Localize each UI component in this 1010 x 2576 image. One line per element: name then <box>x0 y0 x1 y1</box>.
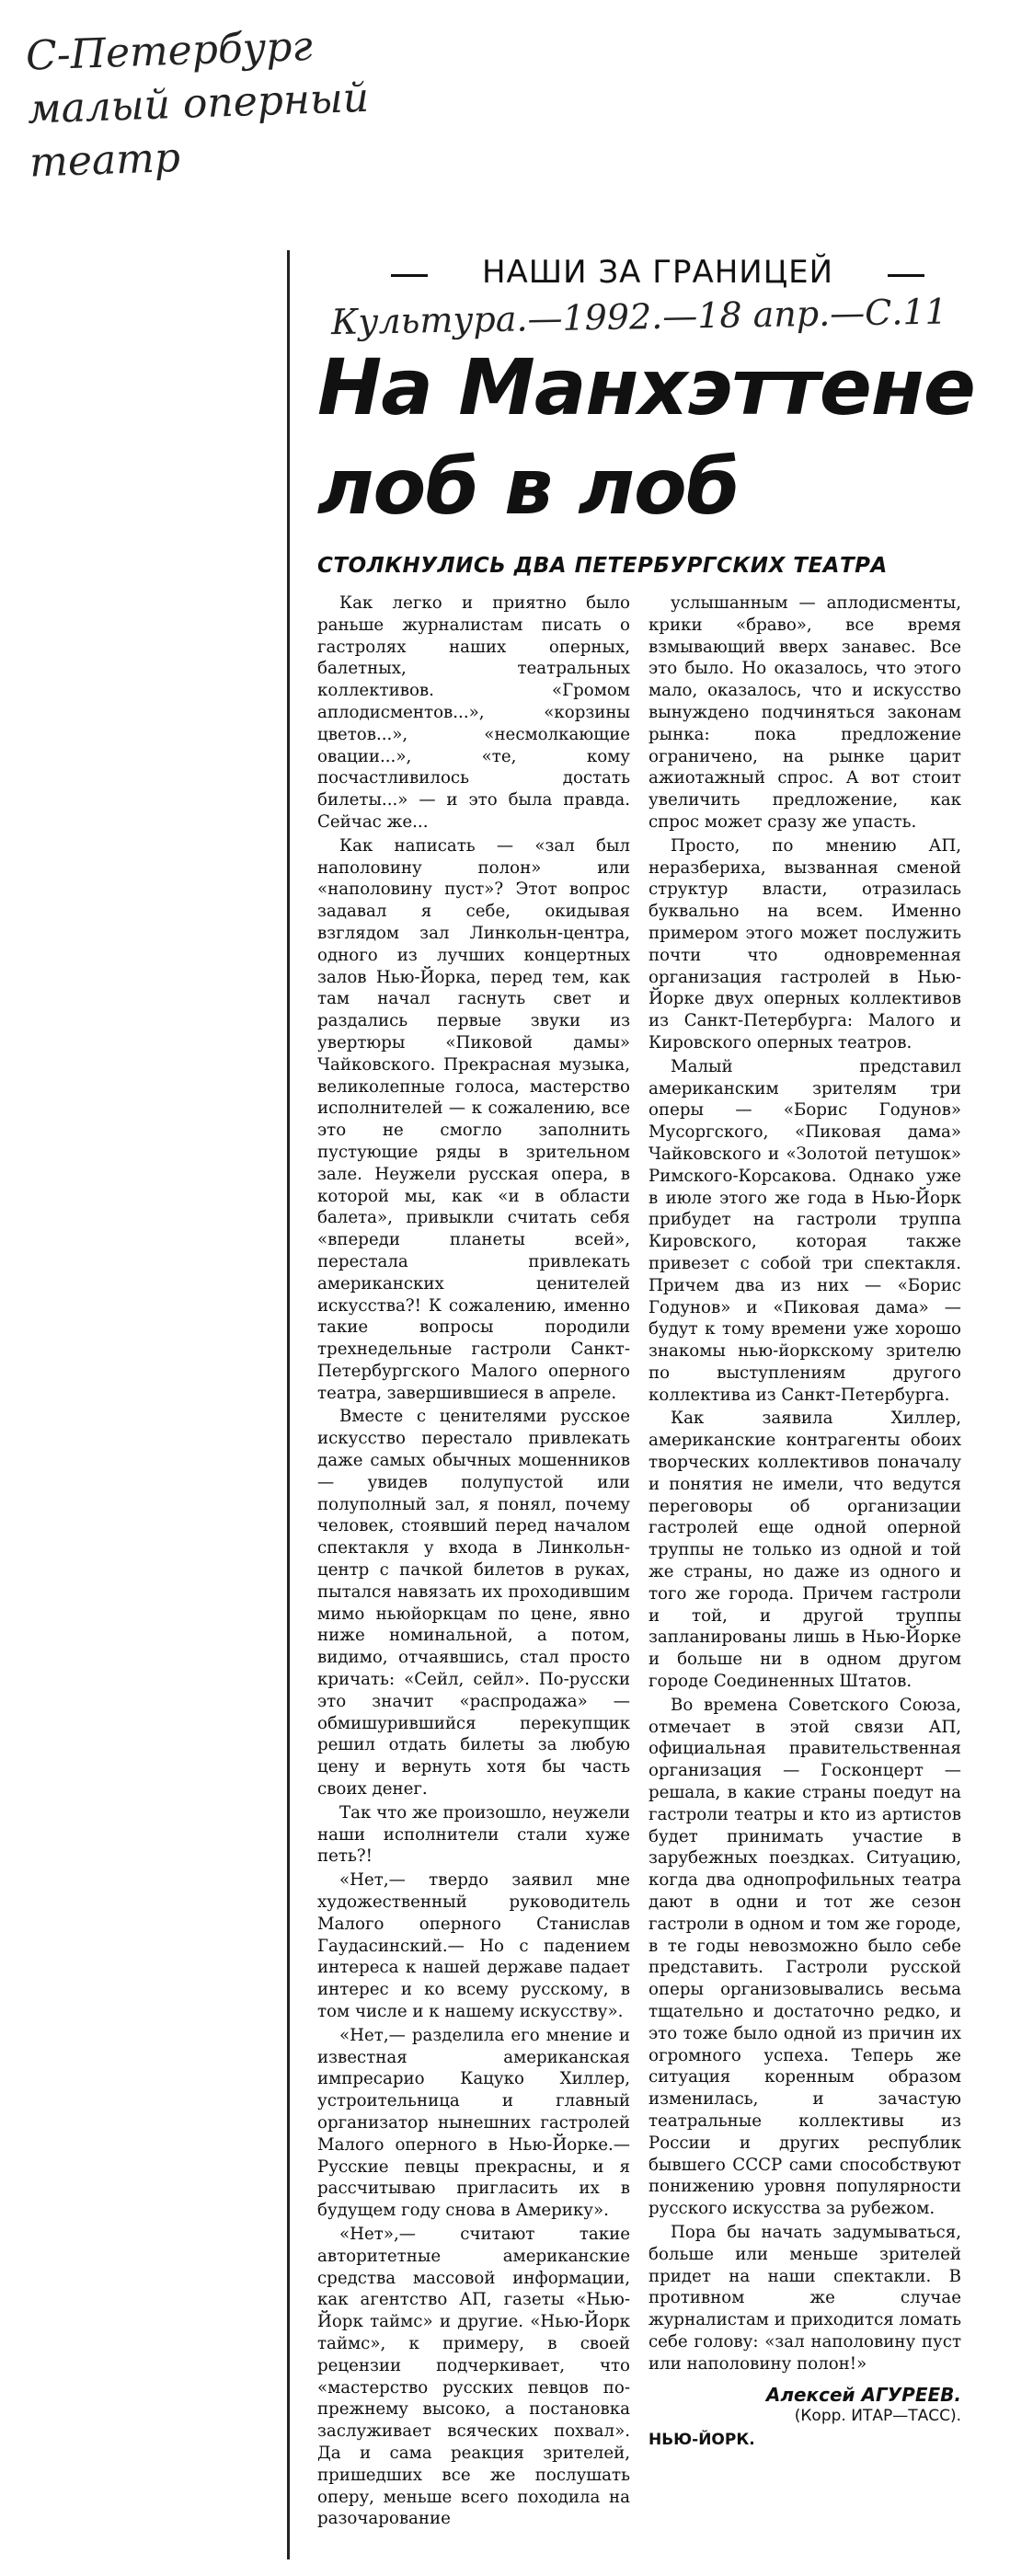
article-column-left <box>317 592 630 2543</box>
paragraph: Во времена Советского Союза, отмечает в этой связи АП, официальная правительственная организация — Госконцерт — решала, в какие страны поедут на гастроли театры и кто из артистов будет принимать участие в зарубежных поездках. Ситуацию, когда два однопрофильных театра дают в одни и тот же сезон гастроли в одном и том же городе, в те годы невозможно было себе представить. Гастроли русской оперы организовывались весьма тщательно и достаточно редко, и это тоже было одной из причин их огромного успеха. Теперь же ситуация коренным образом изменилась, и зачастую театральные коллективы из России и других республик бывшего СССР сами способствуют понижению уровня популярности русского искусства за рубежом. <box>648 1695 961 2219</box>
paragraph: «Нет,— разделила его мнение и известная американская импресарио Кацуко Хиллер, устроительница и главный организатор нынешних гастролей Малого оперного в Нью-Йорке.— Русские певцы прекрасны, и я рассчитываю пригласить их в будущем году снова в Америку». <box>317 2025 630 2221</box>
article-column-right <box>648 592 961 2543</box>
paragraph: Как легко и приятно было раньше журналистам писать о гастролях наших оперных, балетных, театральных коллективов. «Громом аплодисментов...», «корзины цветов...», «несмолкающие овации...», «те, кому посчастливилось достать билеты...» — и это была правда. Сейчас же... <box>317 593 630 832</box>
dateline: НЬЮ-ЙОРК. <box>648 2431 755 2450</box>
headline <box>317 338 980 536</box>
paragraph: Пора бы начать задумываться, больше или меньше зрителей придет на наши спектакли. В противном же случае журналистам и приходится ломать себе голову: «зал наполовину пуст или наполовину полон!» <box>648 2222 961 2374</box>
paragraph: Как заявила Хиллер, американские контрагенты обоих творческих коллективов поначалу и понятия не имели, что ведутся переговоры об организации гастролей еще одной оперной труппы не только из одной и той же страны, но даже из одного и того же города. Причем гастроли и той, и другой труппы запланированы лишь в Нью-Йорке и больше ни в одном другом городе Соединенных Штатов. <box>648 1409 961 1692</box>
rubric-label: НАШИ ЗА ГРАНИЦЕЙ <box>419 254 897 291</box>
handwritten-source-note: Культура.—1992.—18 апр.—С.11 <box>330 291 948 343</box>
paragraph: Вместе с ценителями русское искусство перестало привлекать даже самых обычных мошенников — увидев полупустой или полуполный зал, я понял, почему человек, стоявший перед началом спектакля у входа в Линкольн-центр с пачкой билетов в руках, пытался навязать их проходившим мимо ньюйоркцам по цене, явно ниже номинальной, а потом, видимо, отчаявшись, стал просто кричать: «Сейл, сейл». По-русски это значит «распродажа» — обмишурившийся перекупщик решил отдать билеты за любую цену и вернуть хотя бы часть своих денег. <box>317 1407 630 1800</box>
handwritten-annotation <box>25 16 435 190</box>
author-role: (Корр. ИТАР—ТАСС). <box>794 2407 961 2426</box>
paragraph: Малый представил американским зрителям три оперы — «Борис Годунов» Мусоргского, «Пиковая дама» Чайковского и «Золотой петушок» Римского-Корсакова. Однако уже в июле этого же года в Нью-Йорк прибудет на гастроли труппа Кировского, которая также привезет с собой три спектакля. Причем два из них — «Борис Годунов» и «Пиковая дама» — будут к тому времени уже хорошо знакомы нью-йоркскому зрителю по выступлениям другого коллектива из Санкт-Петербурга. <box>648 1056 961 1405</box>
handwritten-line-theatre: малый оперный <box>27 74 370 133</box>
handwritten-line-word: театр <box>29 133 181 187</box>
paragraph: услышанным — аплодисменты, крики «браво», все время взмывающий вверх занавес. Все это было. Но оказалось, что этого мало, оказалось, что и искусство вынуждено подчиняться законам рынка: пока предложение ограничено, на рынке царит ажиотажный спрос. А вот стоит увеличить предложение, как спрос может сразу же упасть. <box>648 593 961 832</box>
headline-line-2: лоб в лоб <box>317 442 740 532</box>
subheadline: СТОЛКНУЛИСЬ ДВА ПЕТЕРБУРГСКИХ ТЕАТРА <box>317 554 888 578</box>
newspaper-clipping <box>287 250 989 2559</box>
handwritten-line-city: С-Петербург <box>25 22 314 80</box>
paragraph: Просто, по мнению АП, неразбериха, вызванная сменой структур власти, отразилась буквально на всем. Именно примером этого может послужить почти что одновременная организация гастролей в Нью-Йорке двух оперных коллективов из Санкт-Петербурга: Малого и Кировского оперных театров. <box>648 835 961 1052</box>
paragraph: Так что же произошло, неужели наши исполнители стали хуже петь?! <box>317 1802 630 1867</box>
article-body <box>317 592 961 2543</box>
paragraph: Как написать — «зал был наполовину полон» или «наполовину пуст»? Этот вопрос задавал я себе, окидывая взглядом зал Линкольн-центра, одного из лучших концертных залов Нью-Йорка, перед тем, как там начал гаснуть свет и раздались первые звуки из увертюры «Пиковой дамы» Чайковского. Прекрасная музыка, великолепные голоса, мастерство исполнителей — к сожалению, все это не смогло заполнить пустующие ряды в зрительном зале. Неужели русская опера, в которой мы, как «и в области балета», привыкли считать себя «впереди планеты всей», перестала привлекать американских ценителей искусства?! К сожалению, именно такие вопросы породили трехнедельные гастроли Санкт-Петербургского Малого оперного театра, завершившиеся в апреле. <box>317 835 630 1403</box>
paragraph: «Нет,— твердо заявил мне художественный руководитель Малого оперного Станислав Гаудасинский.— Но с падением интереса к нашей державе падает интерес и ко всему русскому, в том числе и к нашему искусству». <box>317 1870 630 2021</box>
author-signature: Алексей АГУРЕЕВ. <box>765 2383 961 2406</box>
headline-line-1: На Манхэттене <box>317 342 975 432</box>
paragraph: «Нет»,— считают такие авторитетные американские средства массовой информации, как агентство АП, газеты «Нью-Йорк таймс» и другие. «Нью-Йорк таймс», к примеру, в своей рецензии подчеркивает, что «мастерство русских певцов по-прежнему высоко, а постановка заслуживает всяческих похвал». Да и сама реакция зрителей, пришедших все же послушать оперу, меньше всего походила на разочарование <box>317 2224 630 2529</box>
